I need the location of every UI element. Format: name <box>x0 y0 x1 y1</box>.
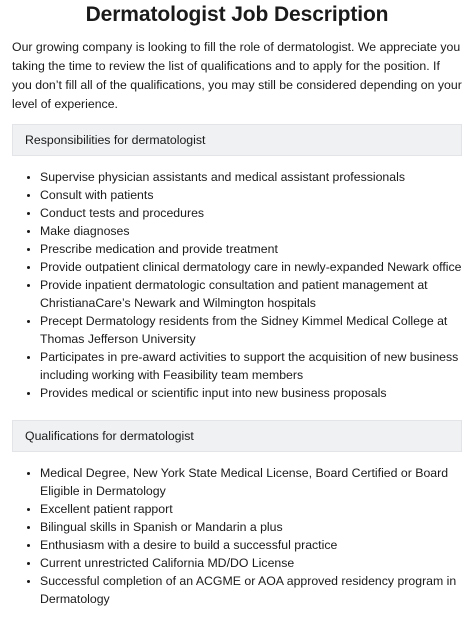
list-item: • Supervise physician assistants and medical assistant professionals <box>40 168 462 186</box>
list-item: • Provides medical or scientific input into new business proposals <box>40 384 462 402</box>
intro-paragraph: Our growing company is looking to fill the role of dermatologist. We appreciate you taking the time to review the list of qualifications and to apply for the position. If you don’t fill all of the qualifications, you may still be considered depending on your level of experience. <box>12 40 462 111</box>
list-item: • Excellent patient rapport <box>40 500 462 518</box>
list-item: • Successful completion of an ACGME or AOA approved residency program in Dermatology <box>40 572 462 608</box>
list-item: • Provide inpatient dermatologic consultation and patient management at ChristianaCare’s Newark and Wilmington hospitals <box>40 276 462 312</box>
qualifications-heading: Qualifications for dermatologist <box>12 420 462 452</box>
list-item: • Conduct tests and procedures <box>40 204 462 222</box>
list-item: • Precept Dermatology residents from the Sidney Kimmel Medical College at Thomas Jefferson University <box>40 312 462 348</box>
list-item: • Bilingual skills in Spanish or Mandarin a plus <box>40 518 462 536</box>
responsibilities-heading: Responsibilities for dermatologist <box>12 124 462 156</box>
list-item: • Make diagnoses <box>40 222 462 240</box>
list-item: • Medical Degree, New York State Medical License, Board Certified or Board Eligible in Dermatology <box>40 464 462 500</box>
list-item: • Prescribe medication and provide treatment <box>40 240 462 258</box>
list-item: • Participates in pre-award activities to support the acquisition of new business including working with Feasibility team members <box>40 348 462 384</box>
list-item: • Consult with patients <box>40 186 462 204</box>
page-title: Dermatologist Job Description <box>85 3 389 26</box>
responsibilities-list <box>12 168 462 402</box>
qualifications-list <box>12 464 462 608</box>
list-item: • Enthusiasm with a desire to build a successful practice <box>40 536 462 554</box>
list-item: • Provide outpatient clinical dermatology care in newly-expanded Newark office <box>40 258 462 276</box>
list-item: • Current unrestricted California MD/DO License <box>40 554 462 572</box>
